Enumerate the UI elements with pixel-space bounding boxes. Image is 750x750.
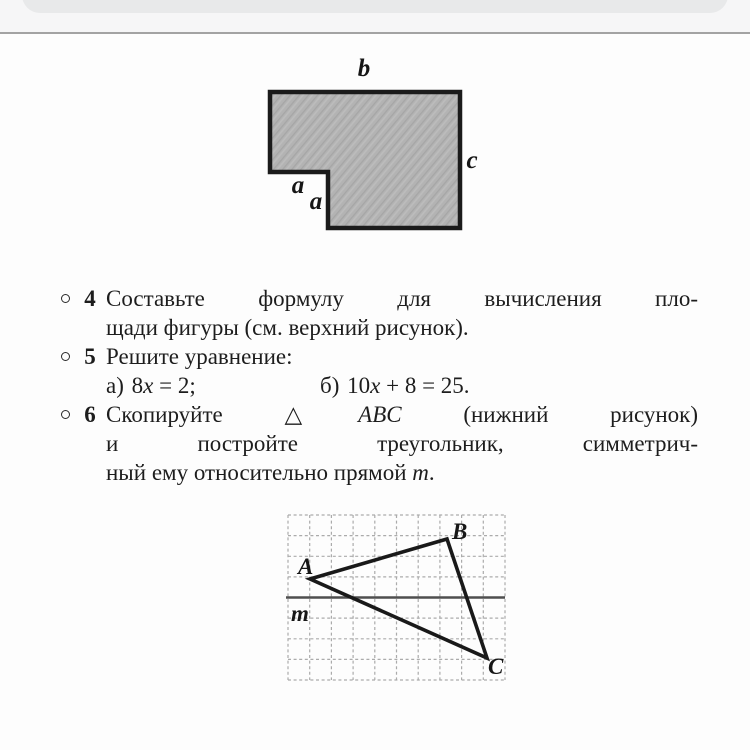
exercise-text: [106, 400, 698, 487]
line-m-reference: m: [412, 460, 429, 485]
side-label-c: c: [466, 147, 478, 174]
l-shape-drawing: [245, 50, 490, 242]
exercise-5: [58, 342, 698, 400]
exercise-5-intro: Решите уравнение:: [106, 344, 293, 369]
vertex-label-b: B: [452, 519, 468, 544]
exercise-text: [106, 342, 698, 400]
triangle-name: ABC: [358, 402, 402, 427]
side-label-a1: a: [291, 172, 305, 199]
vertex-label-a: A: [298, 554, 314, 579]
exercise-6-line3: [106, 458, 698, 487]
figure-l-shape: [245, 50, 490, 247]
equation-a: [106, 371, 320, 400]
equation-a-rhs: = 2;: [153, 373, 196, 398]
exercise-number: 5: [84, 344, 96, 369]
exercise-6-word: Скопируйте: [106, 402, 223, 427]
side-label-a2: a: [309, 188, 323, 215]
equation-b-label: б): [320, 373, 340, 398]
exercise-5-equations: [106, 371, 698, 400]
equation-b-coef: 10: [347, 373, 371, 398]
triangle-symbol: △: [284, 402, 359, 427]
browser-chrome-strip: [0, 0, 750, 34]
exercise-6-line2: и постройте треугольник, симметрич-: [106, 431, 698, 456]
triangle-grid-drawing: [284, 508, 512, 686]
bullet-cell: [58, 284, 74, 303]
exercise-6-line3-text: ный ему относительно прямой: [106, 460, 407, 485]
exercise-list: [58, 284, 698, 487]
vertex-label-c: C: [488, 654, 504, 679]
side-label-b: b: [357, 55, 371, 82]
equation-b: [320, 373, 470, 398]
exercise-6-line1-rest: (нижний рисунок): [463, 402, 699, 427]
figure-triangle-grid: [284, 508, 512, 691]
line-label-m: m: [291, 601, 309, 626]
period: .: [428, 460, 435, 485]
exercise-4-line2: щади фигуры (см. верхний рисунок).: [106, 315, 469, 340]
exercise-number: 4: [84, 286, 96, 311]
l-shape-polygon: [270, 92, 460, 228]
exercise-number: 6: [84, 402, 96, 427]
bullet-cell: [58, 342, 74, 361]
chrome-card: [22, 0, 728, 13]
exercise-6-line1: [106, 400, 698, 429]
bullet-cell: [58, 400, 74, 419]
equation-b-rhs: + 8 = 25.: [380, 373, 470, 398]
exercise-6: [58, 400, 698, 487]
level-circle-icon: [61, 410, 70, 419]
equation-b-var: x: [370, 373, 381, 398]
level-circle-icon: [61, 352, 70, 361]
exercise-4: [58, 284, 698, 342]
exercise-4-line1: Составьте формулу для вычисления пло-: [106, 286, 698, 311]
equation-a-coef: 8: [131, 373, 144, 398]
exercise-text: [106, 284, 698, 342]
equation-a-label: а): [106, 373, 124, 398]
equation-a-var: x: [143, 373, 154, 398]
level-circle-icon: [61, 294, 70, 303]
